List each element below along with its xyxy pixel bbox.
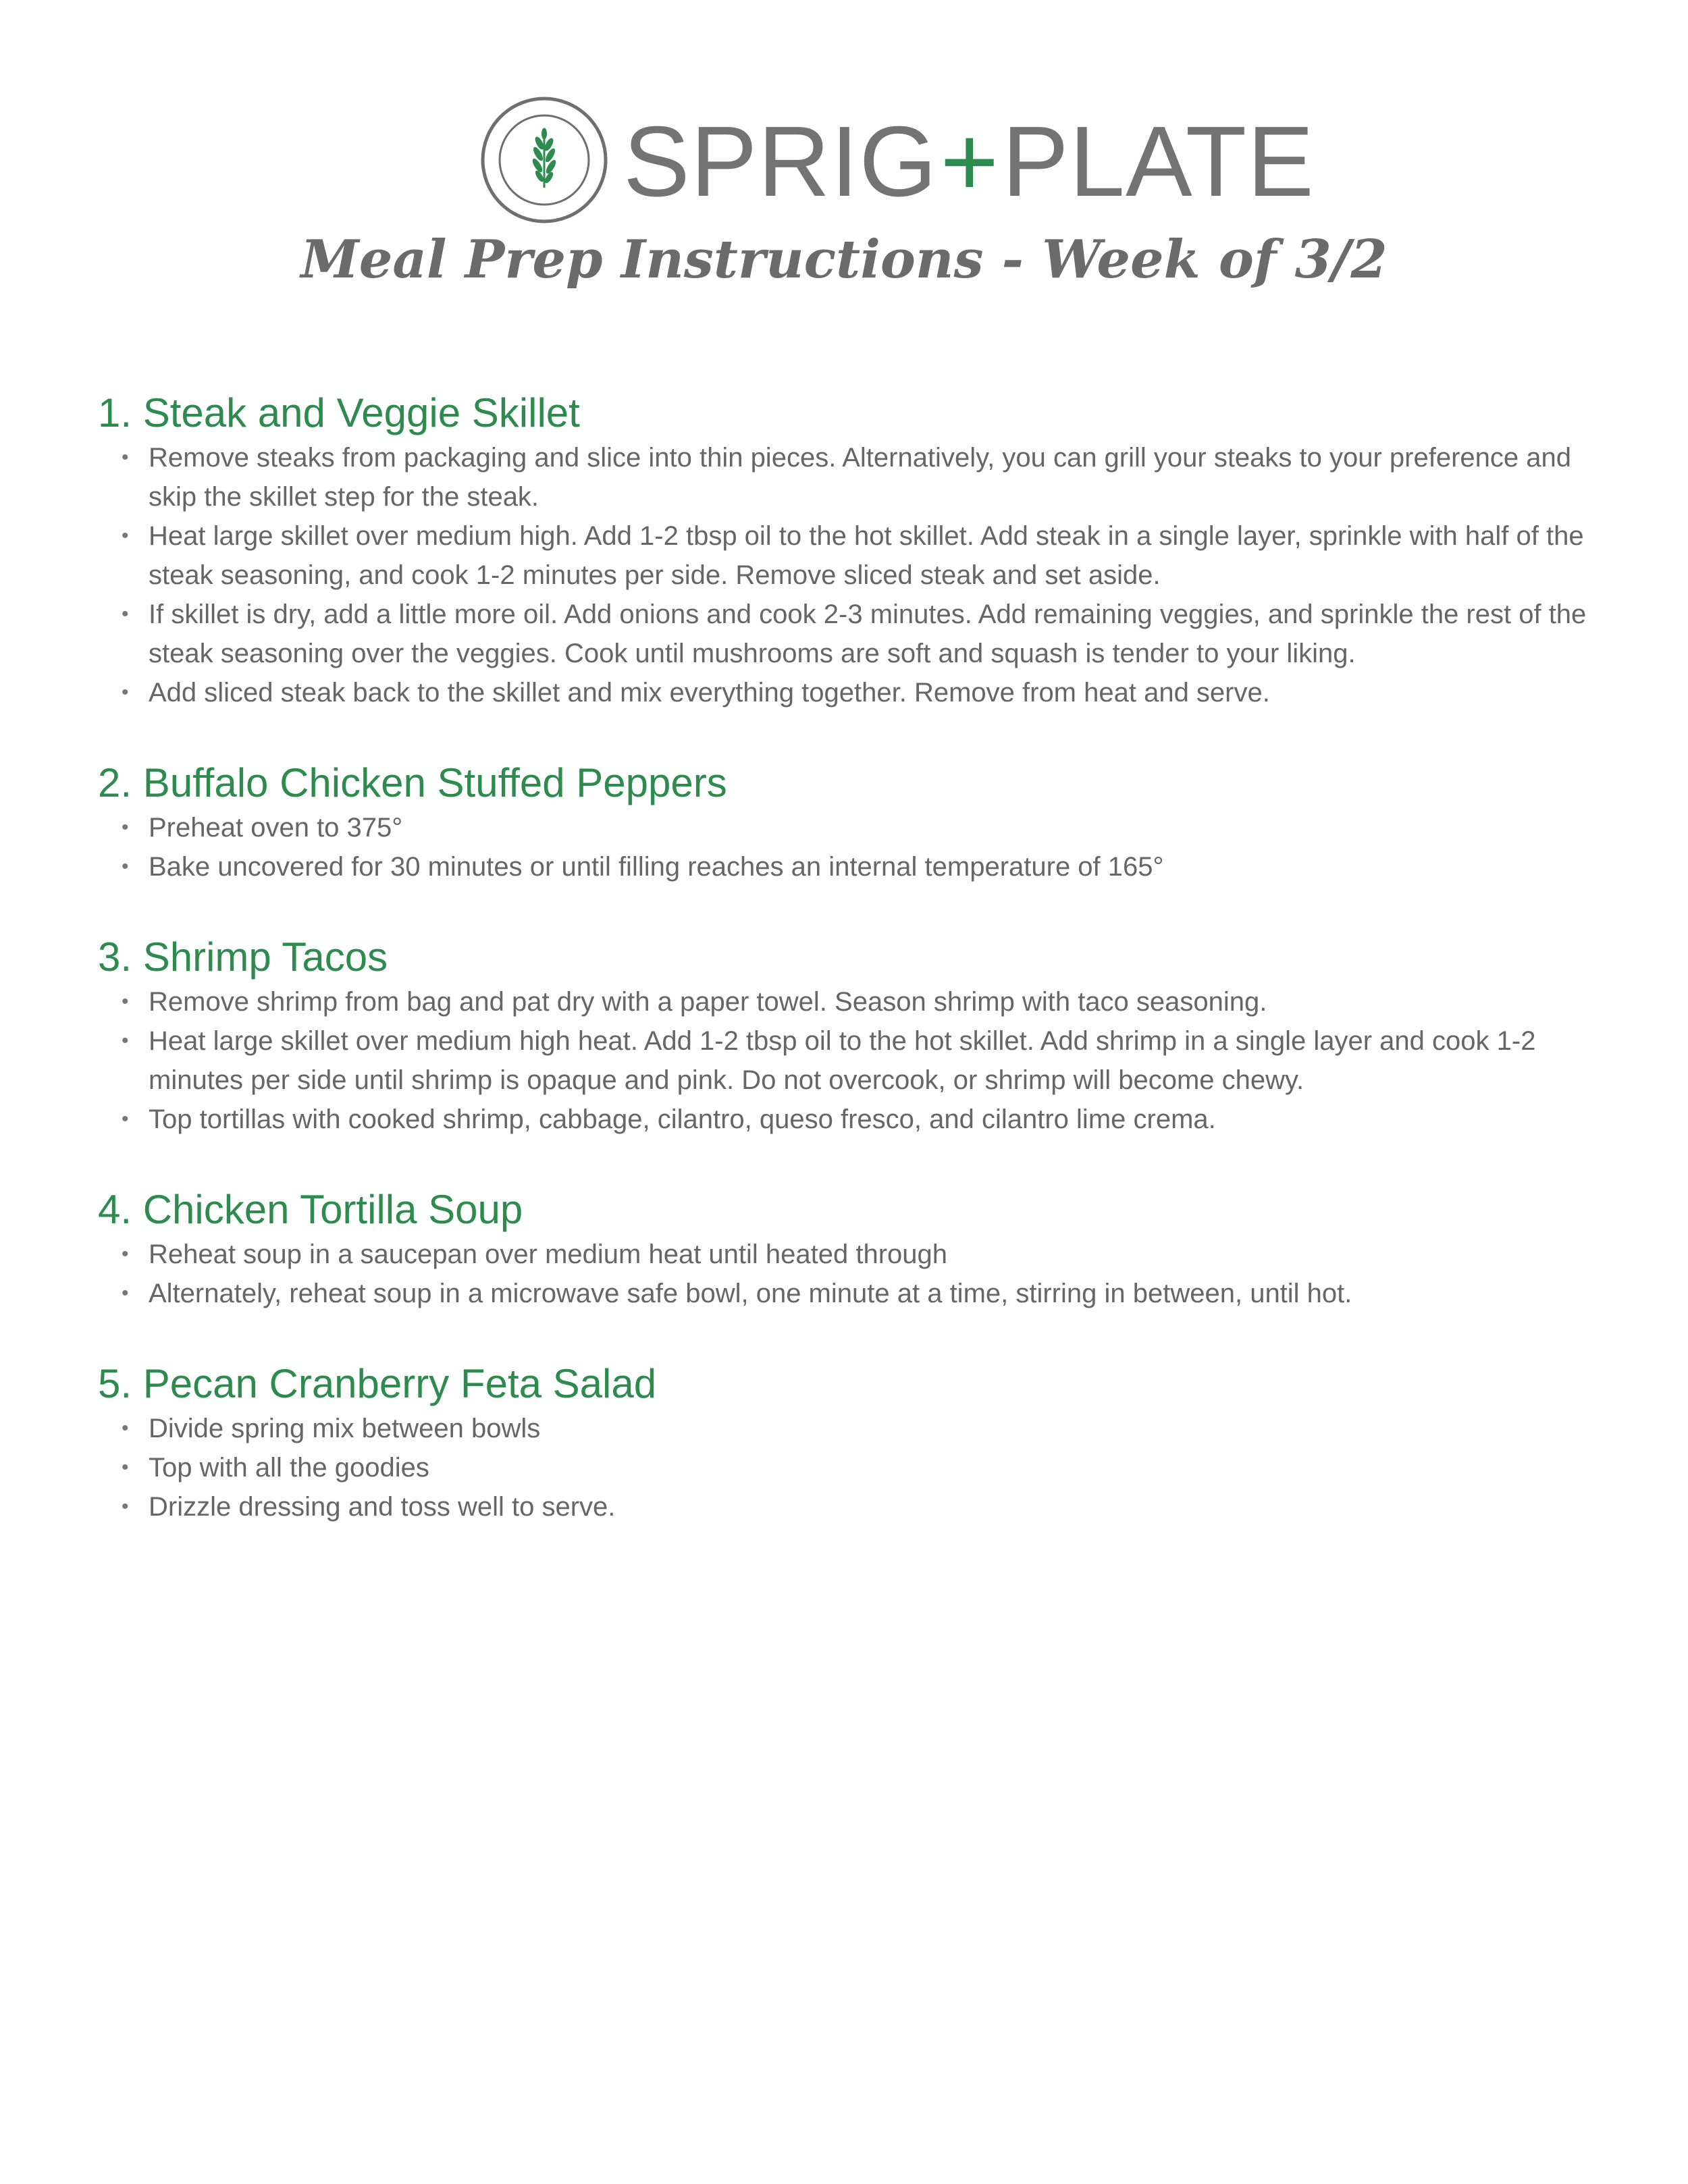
recipe-title: 5. Pecan Cranberry Feta Salad xyxy=(98,1361,657,1406)
step-item: • Alternately, reheat soup in a microwave safe bowl, one minute at a time, stirring in between, until hot. xyxy=(98,1274,1593,1313)
step-item: • Drizzle dressing and toss well to serve. xyxy=(98,1487,1593,1526)
document-subtitle: Meal Prep Instructions - Week of 3/2 xyxy=(300,229,1388,290)
recipe-section xyxy=(98,388,1593,712)
sprig-plate-icon xyxy=(480,96,608,224)
recipe-section xyxy=(98,1185,1593,1313)
step-item: • Heat large skillet over medium high. Add 1-2 tbsp oil to the hot skillet. Add steak in a single layer, sprinkle with half of the steak seasoning, and cook 1-2 minutes per side. Remove sliced steak and set aside. xyxy=(98,516,1593,595)
header xyxy=(0,0,1688,317)
brand-name-plus: + xyxy=(940,106,999,217)
step-item: • Remove shrimp from bag and pat dry with a paper towel. Season shrimp with taco seasoning. xyxy=(98,982,1593,1021)
recipe-section xyxy=(98,758,1593,886)
step-item: • Top with all the goodies xyxy=(98,1448,1593,1487)
step-list xyxy=(98,438,1593,712)
step-item: • Heat large skillet over medium high heat. Add 1-2 tbsp oil to the hot skillet. Add shrimp in a single layer and cook 1-2 minutes per side until shrimp is opaque and pink. Do not overcook, or shrimp will become chewy. xyxy=(98,1021,1593,1100)
brand-name-left: SPRIG xyxy=(623,106,938,217)
step-list xyxy=(98,1235,1593,1313)
step-item: • Top tortillas with cooked shrimp, cabbage, cilantro, queso fresco, and cilantro lime crema. xyxy=(98,1100,1593,1139)
step-list xyxy=(98,808,1593,886)
recipe-title: 2. Buffalo Chicken Stuffed Peppers xyxy=(98,760,727,805)
recipe-title: 3. Shrimp Tacos xyxy=(98,934,388,980)
step-list xyxy=(98,1409,1593,1526)
step-item: • Add sliced steak back to the skillet and mix everything together. Remove from heat and serve. xyxy=(98,673,1593,712)
recipe-section xyxy=(98,1359,1593,1526)
instructions-content xyxy=(98,388,1593,1572)
recipe-title: 4. Chicken Tortilla Soup xyxy=(98,1187,523,1232)
step-list xyxy=(98,982,1593,1139)
recipe-title: 1. Steak and Veggie Skillet xyxy=(98,390,580,435)
step-item: • Divide spring mix between bowls xyxy=(98,1409,1593,1448)
brand-name-right: PLATE xyxy=(1002,106,1315,217)
recipe-section xyxy=(98,932,1593,1139)
brand-logo xyxy=(480,96,1315,224)
brand-name xyxy=(623,101,1315,223)
step-item: • Preheat oven to 375° xyxy=(98,808,1593,847)
step-item: • Bake uncovered for 30 minutes or until filling reaches an internal temperature of 165° xyxy=(98,847,1593,886)
step-item: • Reheat soup in a saucepan over medium heat until heated through xyxy=(98,1235,1593,1274)
step-item: • Remove steaks from packaging and slice into thin pieces. Alternatively, you can grill your steaks to your preference and skip the skillet step for the steak. xyxy=(98,438,1593,516)
step-item: • If skillet is dry, add a little more oil. Add onions and cook 2-3 minutes. Add remaining veggies, and sprinkle the rest of the steak seasoning over the veggies. Cook until mushrooms are soft and squash is tender to your liking. xyxy=(98,595,1593,673)
